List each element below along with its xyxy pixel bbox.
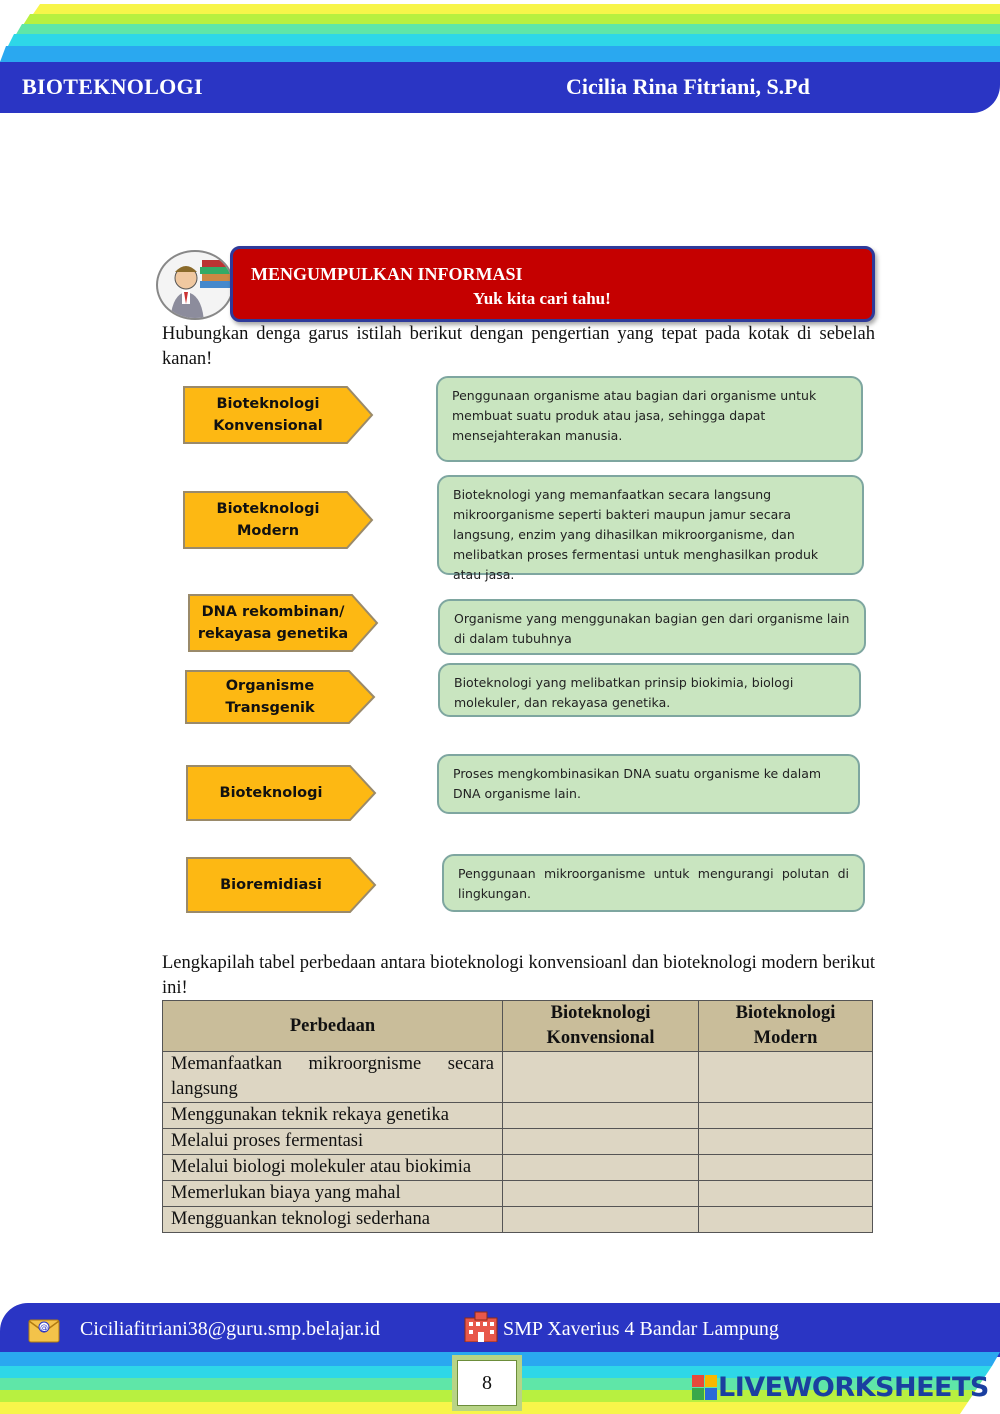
definition-box[interactable]: Penggunaan organisme atau bagian dari organisme untuk membuat suatu produk atau jasa, sehingga dapat mensejahterakan manusia. bbox=[436, 376, 863, 462]
row-feature: Menggunakan teknik rekaya genetika bbox=[163, 1103, 503, 1129]
term-arrow[interactable] bbox=[187, 593, 377, 653]
section-subtitle: Yuk kita cari tahu! bbox=[473, 289, 611, 308]
term-label: Organisme Transgenik bbox=[225, 678, 315, 716]
term-label: Bioteknologi Modern bbox=[216, 501, 320, 539]
definition-box[interactable]: Organisme yang menggunakan bagian gen dari organisme lain di dalam tubuhnya bbox=[438, 599, 866, 655]
term-label: Bioteknologi Konvensional bbox=[213, 396, 323, 434]
answer-cell-modern[interactable] bbox=[699, 1103, 873, 1129]
term-arrow[interactable] bbox=[182, 490, 372, 550]
definition-box[interactable]: Bioteknologi yang memanfaatkan secara langsung mikroorganisme seperti bakteri maupun jamur secara langsung, enzim yang dihasilkan mikroorganisme, dan melibatkan proses fermentasi untuk menghasilkan produk atau jasa. bbox=[437, 475, 864, 575]
definition-box[interactable]: Penggunaan mikroorganisme untuk mengurangi polutan di lingkungan. bbox=[442, 854, 865, 912]
answer-cell-modern[interactable] bbox=[699, 1129, 873, 1155]
answer-cell-konvensional[interactable] bbox=[503, 1155, 699, 1181]
section-title: MENGUMPULKAN INFORMASI bbox=[251, 264, 523, 284]
definition-box[interactable]: Bioteknologi yang melibatkan prinsip biokimia, biologi molekuler, dan rekayasa genetika. bbox=[438, 663, 861, 717]
answer-cell-modern[interactable] bbox=[699, 1181, 873, 1207]
row-feature: Melalui proses fermentasi bbox=[163, 1129, 503, 1155]
comparison-table bbox=[162, 1000, 873, 1233]
answer-cell-modern[interactable] bbox=[699, 1207, 873, 1233]
term-arrow[interactable] bbox=[184, 669, 374, 725]
answer-cell-konvensional[interactable] bbox=[503, 1207, 699, 1233]
liveworksheets-logo[interactable] bbox=[692, 1372, 989, 1403]
row-feature: Melalui biologi molekuler atau biokimia bbox=[163, 1155, 503, 1181]
email-icon bbox=[28, 1316, 60, 1344]
table-instruction: Lengkapilah tabel perbedaan antara bioteknologi konvensioanl dan bioteknologi modern berikut ini! bbox=[162, 953, 875, 998]
term-label: Bioremidiasi bbox=[220, 877, 322, 893]
answer-cell-konvensional[interactable] bbox=[503, 1129, 699, 1155]
term-arrow[interactable] bbox=[185, 764, 375, 822]
svg-text:@: @ bbox=[40, 1323, 48, 1332]
term-arrow[interactable] bbox=[185, 856, 375, 914]
matching-instruction: Hubungkan denga garus istilah berikut dengan pengertian yang tepat pada kotak di sebelah kanan! bbox=[162, 324, 875, 369]
page-number-box bbox=[452, 1355, 522, 1411]
table-row bbox=[163, 1155, 873, 1181]
header-author: Cicilia Rina Fitriani, S.Pd bbox=[566, 74, 810, 99]
footer-email[interactable]: Ciciliafitriani38@guru.smp.belajar.id bbox=[80, 1318, 381, 1340]
table-header-row bbox=[163, 1001, 873, 1052]
header-title: BIOTEKNOLOGI bbox=[22, 74, 203, 99]
table-row bbox=[163, 1052, 873, 1103]
term-label: DNA rekombinan/ rekayasa genetika bbox=[197, 604, 349, 642]
student-books-icon bbox=[156, 250, 234, 320]
definition-box[interactable]: Proses mengkombinasikan DNA suatu organisme ke dalam DNA organisme lain. bbox=[437, 754, 860, 814]
table-row bbox=[163, 1207, 873, 1233]
answer-cell-modern[interactable] bbox=[699, 1052, 873, 1103]
row-feature: Mengguankan teknologi sederhana bbox=[163, 1207, 503, 1233]
answer-cell-konvensional[interactable] bbox=[503, 1103, 699, 1129]
row-feature: Memerlukan biaya yang mahal bbox=[163, 1181, 503, 1207]
liveworksheets-text: LIVEWORKSHEETS bbox=[718, 1372, 989, 1403]
header-konvensional: Bioteknologi Konvensional bbox=[503, 1001, 699, 1052]
answer-cell-konvensional[interactable] bbox=[503, 1181, 699, 1207]
row-feature: Memanfaatkan mikroorgnisme secara langsung bbox=[163, 1052, 503, 1103]
table-row bbox=[163, 1181, 873, 1207]
section-banner bbox=[230, 246, 875, 322]
liveworksheets-icon bbox=[692, 1375, 718, 1401]
school-building-icon bbox=[463, 1310, 499, 1342]
table-row bbox=[163, 1129, 873, 1155]
header-modern: Bioteknologi Modern bbox=[699, 1001, 873, 1052]
answer-cell-modern[interactable] bbox=[699, 1155, 873, 1181]
table-row bbox=[163, 1103, 873, 1129]
answer-cell-konvensional[interactable] bbox=[503, 1052, 699, 1103]
footer-school: SMP Xaverius 4 Bandar Lampung bbox=[503, 1318, 779, 1340]
page-number: 8 bbox=[457, 1360, 517, 1406]
term-label: Bioteknologi bbox=[219, 785, 323, 801]
term-arrow[interactable] bbox=[182, 385, 372, 445]
header-perbedaan: Perbedaan bbox=[163, 1001, 503, 1052]
